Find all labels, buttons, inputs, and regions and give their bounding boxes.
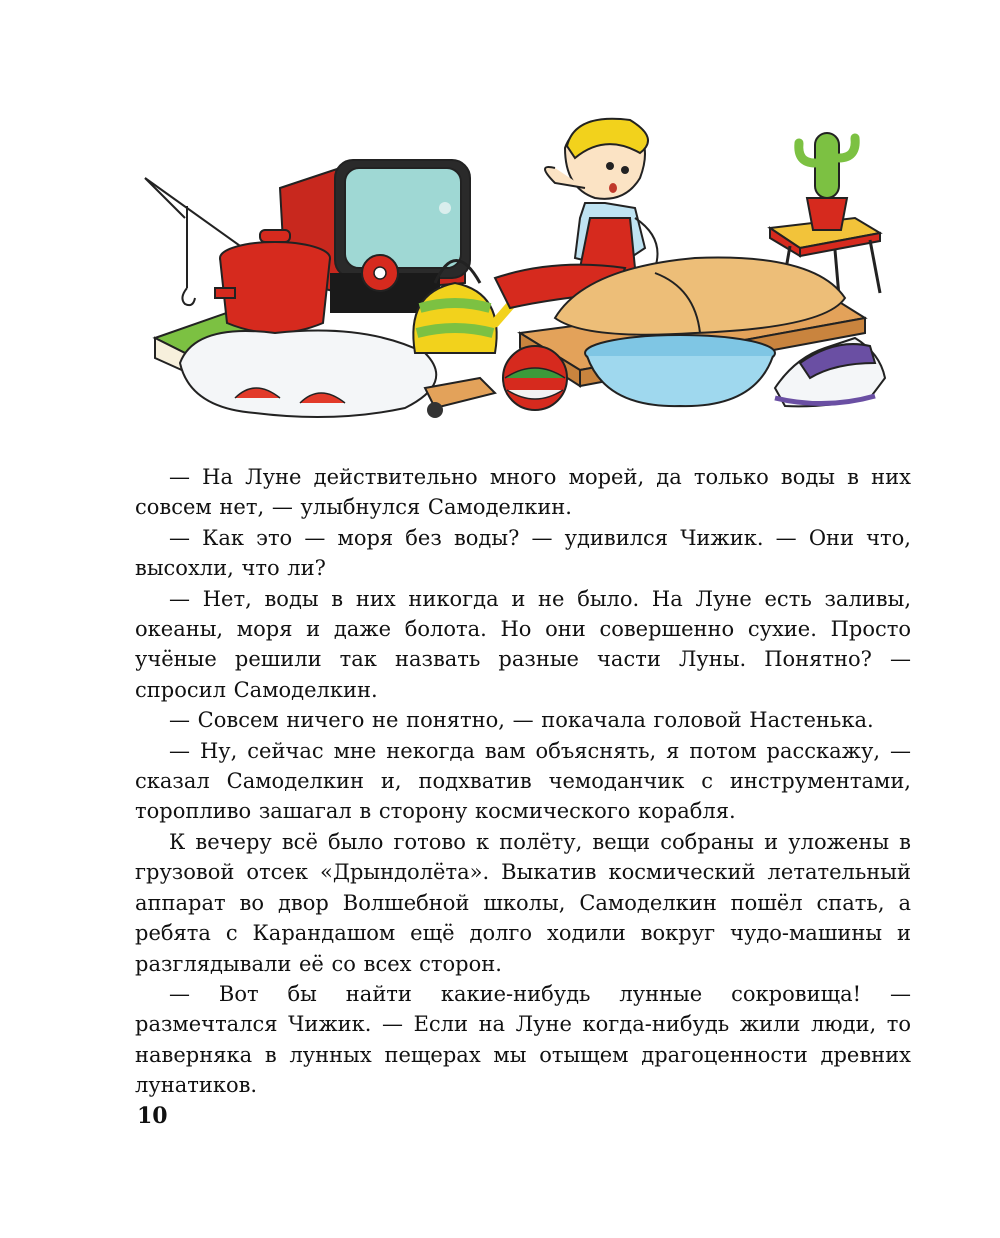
red-toy — [362, 255, 398, 291]
illustration-boy-with-household-items — [135, 108, 895, 428]
paragraph: — Как это — моря без воды? — удивился Чижик. — Они что, высохли, что ли? — [135, 525, 911, 581]
blue-bowl — [585, 335, 775, 406]
story-text — [135, 462, 911, 1101]
paragraph: К вечеру всё было готово к полёту, вещи собраны и уложены в грузовой отсек «Дрындолёта». Выкатив космический летательный аппарат во двор Волшебной школы, Самоделкин пошёл спать, а ребята с Карандашом ещё долго ходили вокруг чудо-машины и разглядывали её со всех сторон. — [135, 829, 911, 976]
paragraph: — Нет, воды в них никогда и не было. На Луне есть заливы, океаны, моря и даже болота. Но они совершенно сухие. Просто учёные решили так назвать разные части Луны. Понятно? — спросил Самоделкин. — [135, 586, 911, 702]
ball — [503, 346, 567, 410]
page-number: 10 — [137, 1103, 168, 1129]
red-pot — [215, 230, 330, 333]
paragraph: — Совсем ничего не понятно, — покачала головой Настенька. — [169, 708, 874, 733]
paragraph: — Вот бы найти какие-нибудь лунные сокровища! — размечтался Чижик. — Если на Луне когда-нибудь жили люди, то наверняка в лунных пещерах мы отыщем драгоценности древних лунатиков. — [135, 981, 911, 1098]
paragraph: — Ну, сейчас мне некогда вам объяснять, я потом расскажу, — сказал Самоделкин и, подхватив чемоданчик с инструментами, торопливо зашагал в сторону космического корабля. — [135, 738, 911, 824]
sneaker — [775, 338, 885, 406]
slingshot — [425, 378, 495, 418]
pillow — [180, 331, 436, 418]
paragraph: — На Луне действительно много морей, да только воды в них совсем нет, — улыбнулся Самоделкин. — [135, 465, 911, 520]
